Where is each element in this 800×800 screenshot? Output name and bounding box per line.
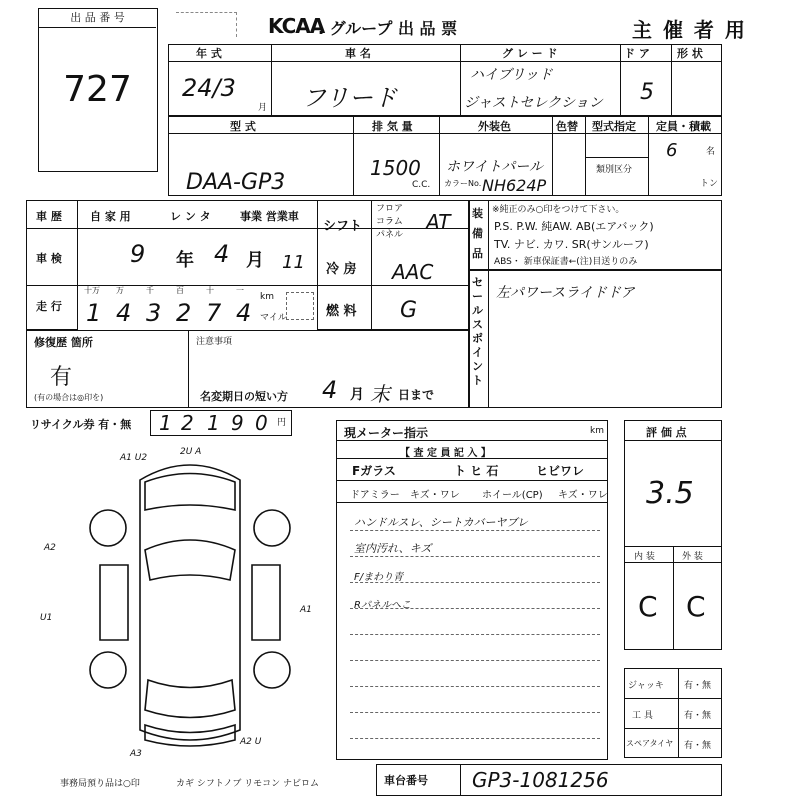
- roof-outline: [140, 465, 240, 740]
- cc-unit: C.C.: [412, 180, 431, 190]
- recycle-digit: 0: [255, 411, 268, 435]
- recycle-digits: [150, 410, 292, 436]
- caution-label: 注意事項: [196, 337, 233, 347]
- year-label: 年 式: [196, 47, 222, 60]
- door-label: ド ア: [624, 47, 650, 60]
- rating-value: 3.5: [646, 476, 694, 511]
- rating-label: 評 価 点: [646, 426, 687, 439]
- expiry-day-value: 末: [370, 382, 390, 406]
- repair-value: 有: [50, 365, 73, 390]
- car-body-diagram: [40, 440, 340, 770]
- kcaa-logo: KCAA: [268, 14, 325, 38]
- appraiser-note: ハンドルスレ、シートカバーヤブレ: [354, 516, 529, 529]
- aircon-value: AAC: [392, 260, 434, 284]
- meter-divider: [336, 440, 608, 441]
- mileage-digit: 4: [236, 299, 252, 327]
- equipment-line-3: ABS・ 新車保証書←(注)目送りのみ: [494, 257, 638, 267]
- mileage-digit: 1: [86, 299, 102, 327]
- equipment-note: ※純正のみ○印をつけて下さい。: [492, 205, 625, 215]
- mark-rear-right: A2 U: [240, 737, 262, 747]
- history-opt-rental: レ ン タ: [170, 210, 211, 223]
- mileage-digit: 4: [116, 299, 132, 327]
- sales-point-value: 左パワースライドドア: [496, 285, 635, 301]
- note-line: [350, 660, 600, 661]
- mileage-unit-100k: 十万: [84, 286, 100, 295]
- mileage-digit: 7: [206, 299, 222, 327]
- mark-right-a: A1: [300, 605, 312, 615]
- mark-left-a: A2: [44, 543, 56, 553]
- shift-value: AT: [426, 210, 451, 234]
- fuel-value: G: [400, 298, 418, 323]
- grade-value-1: ハイブリッド: [470, 67, 553, 83]
- mileage-unit-10k: 万: [116, 286, 124, 295]
- info-h3: [26, 330, 470, 331]
- mirror-options: キズ・ワレ: [410, 490, 460, 501]
- mark-front-left: A1 U2: [120, 453, 148, 463]
- car-name-value: フリード: [302, 84, 398, 112]
- rating-divider-1: [624, 440, 722, 441]
- expiry-day-unit: 日まで: [398, 388, 435, 402]
- tool-label: 工 具: [632, 711, 653, 721]
- mileage-units: [78, 285, 258, 330]
- f-glass-options: ト ヒ 石: [454, 464, 499, 478]
- recycle-digit: 1: [159, 411, 172, 435]
- tire-front-right: [254, 510, 290, 546]
- displacement-value: 1500: [370, 156, 421, 180]
- inspection-month-value: 4: [214, 240, 230, 268]
- lot-number-box: [38, 8, 158, 172]
- capacity-unit: 名: [706, 147, 716, 157]
- note-line: [350, 686, 600, 687]
- hood: [145, 474, 235, 511]
- keys-label: 事務局預り品は○印: [60, 779, 140, 789]
- tire-rear-right: [254, 652, 290, 688]
- appraiser-note: Rパネルへこ: [354, 600, 411, 611]
- door-value: 5: [640, 80, 654, 105]
- exterior-label: 外 装: [682, 552, 703, 562]
- dashed-header-box: [176, 12, 237, 37]
- expiry-month-value: 4: [322, 376, 338, 404]
- shape-label: 形 状: [677, 47, 703, 60]
- note-line: [350, 556, 600, 557]
- equipment-line-1: P.S. P.W. 純AW. AB(エアバック): [494, 220, 654, 233]
- color-no-value: NH624P: [482, 176, 547, 195]
- shift-opt-floor: フロア: [376, 204, 404, 214]
- row2-spec-divider: [586, 157, 648, 158]
- ext-color-value: ホワイトパール: [446, 159, 544, 175]
- note-line: [350, 530, 600, 531]
- recycle-label: リサイクル券 有・無: [30, 418, 132, 431]
- wheel-label: ホイール(CP): [482, 490, 543, 501]
- form-title: . グループ 出 品 票: [318, 19, 458, 38]
- history-opt-business: 事業 営業車: [240, 210, 299, 223]
- chassis-divider: [460, 764, 461, 796]
- note-line: [350, 738, 600, 739]
- grade-value-2: ジャストセレクション: [464, 95, 603, 111]
- tools-col-divider: [678, 668, 679, 758]
- windshield: [145, 540, 235, 580]
- rear-window: [145, 680, 235, 718]
- note-line: [350, 712, 600, 713]
- tire-rear-left: [90, 652, 126, 688]
- ton-unit: トン: [700, 179, 719, 189]
- expiry-month-unit: 月: [350, 387, 364, 403]
- year-value: 24/3: [182, 74, 236, 102]
- spare-tire-label: スペアタイヤ: [626, 739, 674, 748]
- appraiser-divider-3: [336, 502, 608, 503]
- mileage-unit-1k: 千: [146, 286, 154, 295]
- history-label: 車 歴: [36, 210, 62, 223]
- interior-value: C: [638, 590, 658, 623]
- type-label: 型 式: [230, 120, 256, 133]
- ext-color-label: 外装色: [478, 120, 511, 133]
- lot-number-label: 出 品 番 号: [39, 9, 156, 28]
- appraiser-note: 室内汚れ、キズ: [354, 542, 432, 555]
- mark-front-right: 2U A: [180, 447, 202, 457]
- spare-tire-options: 有・無: [684, 741, 712, 751]
- copy-type-label: 主 催 者 用: [632, 18, 747, 42]
- meter-label: 現メーター指示: [344, 426, 429, 440]
- jack-label: ジャッキ: [628, 681, 664, 691]
- lot-number-value: 727: [63, 69, 132, 110]
- type-spec-label: 型式指定: [592, 120, 636, 133]
- mileage-unit-1: 一: [236, 286, 244, 295]
- appraiser-header: 【 査 定 員 記 入 】: [400, 448, 491, 459]
- car-name-label: 車 名: [345, 47, 371, 60]
- right-side-panel: [252, 565, 280, 640]
- sales-point-label: セールスポイント: [472, 276, 483, 387]
- inspection-month-unit: 月: [246, 250, 264, 271]
- km-label: km: [260, 292, 274, 302]
- type-value: DAA-GP3: [186, 170, 286, 195]
- tool-options: 有・無: [684, 711, 712, 721]
- chassis-label: 車台番号: [384, 774, 428, 787]
- mileage-unit-100: 百: [176, 286, 184, 295]
- recycle-digit: 9: [231, 411, 244, 435]
- mark-rear-left: A3: [130, 749, 142, 759]
- keys-items: カギ シフトノブ リモコン ナビロム: [176, 779, 320, 789]
- jack-options: 有・無: [684, 681, 712, 691]
- recycle-digit: 1: [207, 411, 220, 435]
- mileage-digit: 3: [146, 299, 162, 327]
- color-no-label: カラーNo.: [444, 179, 482, 188]
- f-glass-label: Fガラス: [352, 464, 396, 478]
- history-opt-private: 自 家 用: [90, 210, 131, 223]
- mirror-label: ドアミラー: [350, 490, 400, 501]
- mile-checkbox: [286, 292, 314, 320]
- repair-note: (有の場合は◎印を): [34, 393, 104, 402]
- tools-divider-2: [624, 728, 722, 729]
- inspection-year-value: 9: [130, 240, 146, 268]
- chassis-value: GP3-1081256: [472, 768, 609, 792]
- mileage-label: 走 行: [36, 300, 62, 313]
- left-side-panel: [100, 565, 128, 640]
- note-line: [350, 634, 600, 635]
- mileage-digit: 2: [176, 299, 192, 327]
- f-glass-crack: ヒビワレ: [536, 464, 585, 478]
- aircon-label: 冷 房: [326, 262, 357, 277]
- grade-label: グ レ ー ド: [502, 47, 558, 60]
- inspection-day-value: 11: [282, 252, 305, 273]
- repair-caution-divider: [188, 330, 189, 408]
- repair-label: 修復歴 箇所: [34, 336, 93, 349]
- tire-front-left: [90, 510, 126, 546]
- shift-opt-column: コラム: [376, 217, 403, 227]
- meter-unit: km: [590, 426, 604, 436]
- expiry-label: 名変期日の短い方: [200, 390, 288, 403]
- inspection-year-unit: 年: [176, 250, 194, 271]
- capacity-label: 定員・積載: [656, 120, 711, 133]
- shift-opt-panel: パネル: [376, 230, 404, 240]
- color-change-label: 色替: [556, 120, 578, 133]
- recycle-digit: 2: [181, 411, 194, 435]
- appraiser-note: F/まわり青: [354, 572, 404, 583]
- interior-label: 内 装: [634, 552, 655, 562]
- displacement-label: 排 気 量: [372, 120, 413, 133]
- year-month-unit: 月: [258, 103, 268, 113]
- recycle-unit: 円: [277, 418, 287, 428]
- mileage-unit-10: 十: [206, 286, 214, 295]
- exterior-value: C: [686, 590, 706, 623]
- equipment-label: 装備品: [472, 207, 483, 260]
- shift-label: シフト: [323, 219, 363, 234]
- inspection-label: 車 検: [36, 252, 62, 265]
- mile-label: マイル: [260, 313, 287, 323]
- wheel-options: キズ・ワレ: [558, 490, 608, 501]
- rating-col-divider: [673, 546, 674, 650]
- appraiser-divider-1: [336, 458, 608, 459]
- appraiser-divider-2: [336, 480, 608, 481]
- tools-divider-1: [624, 698, 722, 699]
- row1-divider: [168, 61, 722, 62]
- capacity-value: 6: [666, 140, 678, 161]
- category-label: 類別区分: [596, 165, 633, 175]
- mark-left-u: U1: [40, 613, 53, 623]
- equipment-line-2: TV. ナビ. カワ. SR(サンルーフ): [494, 238, 649, 251]
- fuel-label: 燃 料: [326, 304, 357, 319]
